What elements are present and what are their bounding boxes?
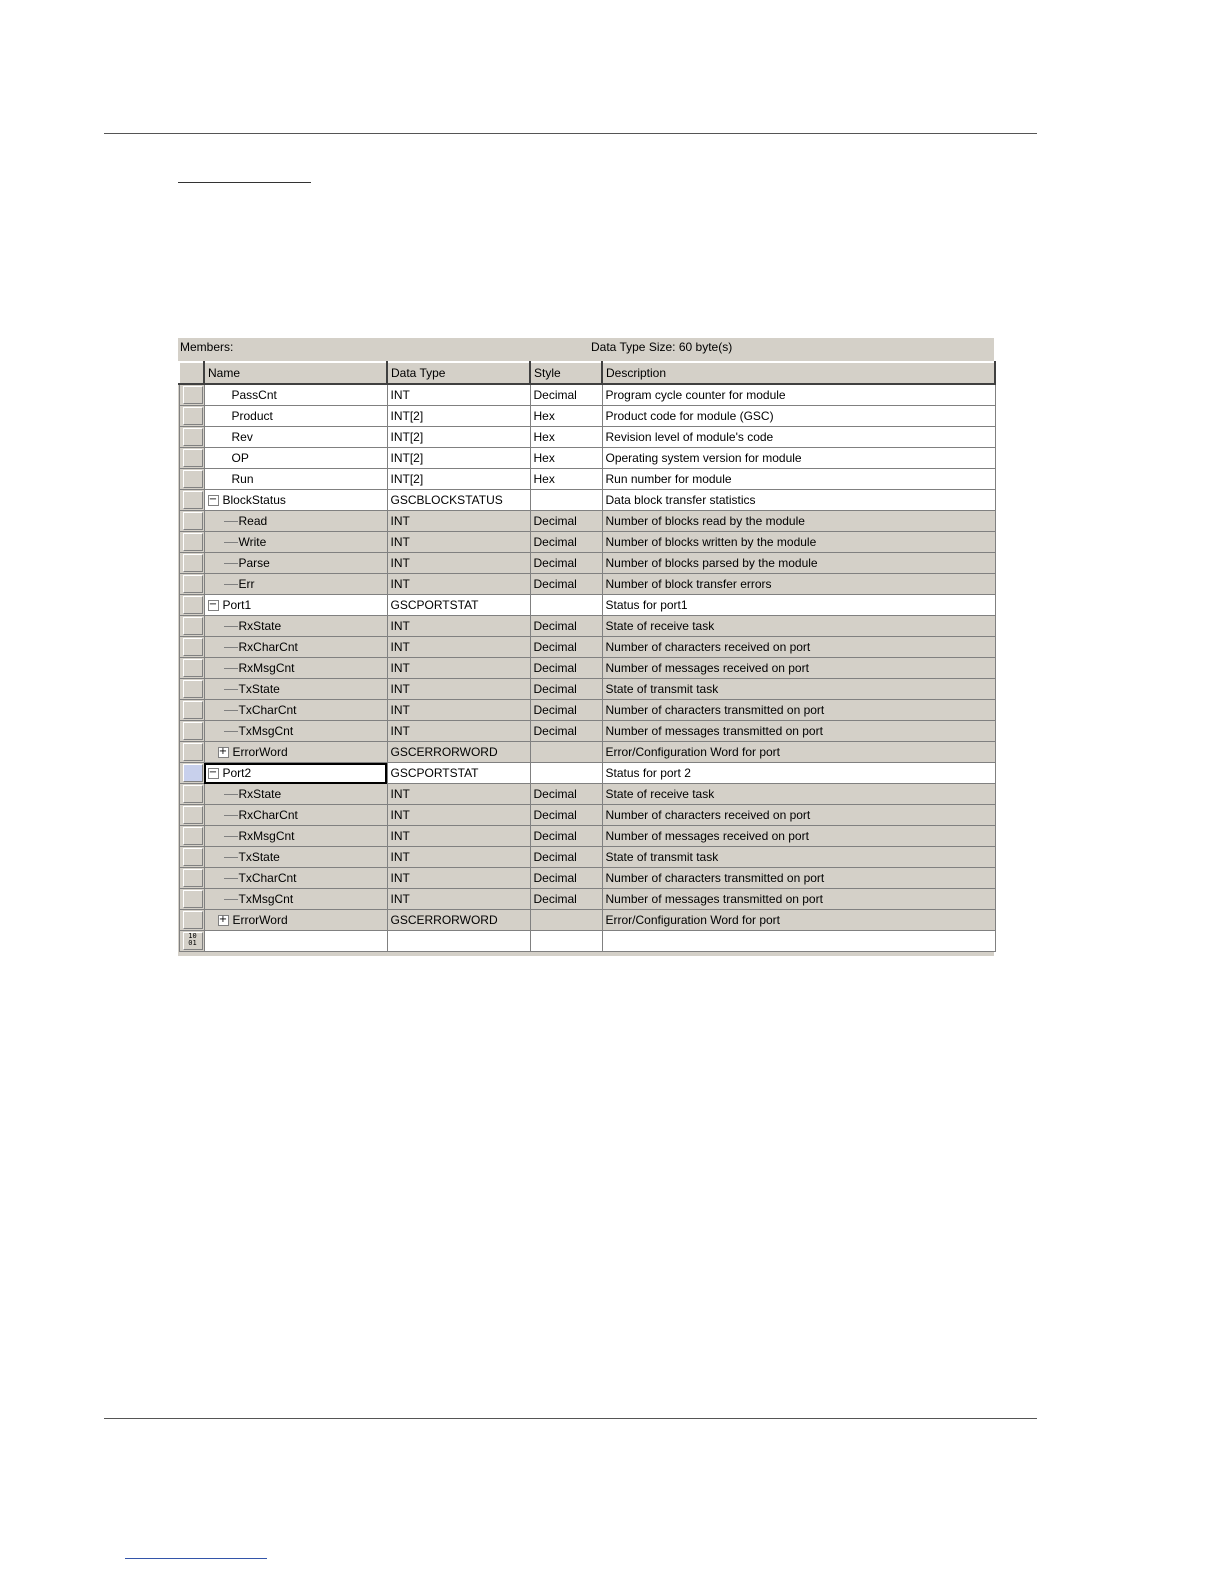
cell-style[interactable]: Hex <box>530 469 602 490</box>
page-top-rule <box>104 133 1037 134</box>
table-row[interactable] <box>179 763 995 784</box>
row-selector[interactable] <box>179 784 204 805</box>
member-name: TxMsgCnt <box>238 724 294 738</box>
member-name: Product <box>231 409 273 423</box>
cell-style[interactable] <box>530 742 602 763</box>
new-member-row[interactable] <box>179 931 995 952</box>
cell-name[interactable] <box>204 448 387 469</box>
cell-name[interactable] <box>204 384 387 406</box>
row-selector[interactable] <box>179 868 204 889</box>
cell-description[interactable]: Number of characters received on port <box>602 805 995 826</box>
member-name: OP <box>231 451 249 465</box>
cell-name[interactable] <box>204 700 387 721</box>
new-row-data-type[interactable] <box>387 931 530 952</box>
table-row[interactable] <box>179 532 995 553</box>
tree-branch-icon <box>224 584 238 585</box>
tree-branch-icon <box>224 857 238 858</box>
collapse-icon[interactable]: − <box>208 599 218 611</box>
table-row[interactable] <box>179 406 995 427</box>
cell-style[interactable]: Hex <box>530 427 602 448</box>
member-name: TxState <box>238 850 280 864</box>
table-row[interactable] <box>179 595 995 616</box>
cell-name[interactable] <box>204 721 387 742</box>
table-row[interactable] <box>179 784 995 805</box>
cell-description[interactable]: Data block transfer statistics <box>602 490 995 511</box>
table-row[interactable] <box>179 469 995 490</box>
row-selector[interactable] <box>179 595 204 616</box>
cell-style[interactable]: Decimal <box>530 889 602 910</box>
cell-description[interactable]: Revision level of module's code <box>602 427 995 448</box>
row-selector[interactable] <box>179 700 204 721</box>
row-selector[interactable] <box>179 490 204 511</box>
tree-branch-icon <box>224 899 238 900</box>
cell-description[interactable]: State of transmit task <box>602 847 995 868</box>
tree-branch-icon <box>224 731 238 732</box>
page-bottom-rule <box>104 1418 1037 1419</box>
row-selector[interactable] <box>179 637 204 658</box>
member-name: Port1 <box>222 598 252 612</box>
cell-name[interactable] <box>204 616 387 637</box>
cell-data-type[interactable]: INT <box>387 637 530 658</box>
tree-branch-icon <box>224 521 238 522</box>
table-row[interactable] <box>179 868 995 889</box>
cell-style[interactable] <box>530 595 602 616</box>
cell-name[interactable] <box>204 742 387 763</box>
cell-style[interactable]: Decimal <box>530 384 602 406</box>
cell-style[interactable] <box>530 763 602 784</box>
member-name: RxMsgCnt <box>238 661 295 675</box>
table-header-row <box>179 362 995 384</box>
cell-style[interactable]: Decimal <box>530 616 602 637</box>
row-selector[interactable] <box>179 553 204 574</box>
cell-description[interactable]: Error/Configuration Word for port <box>602 742 995 763</box>
cell-description[interactable]: State of transmit task <box>602 679 995 700</box>
cell-name[interactable] <box>204 805 387 826</box>
cell-data-type[interactable]: INT <box>387 721 530 742</box>
cell-data-type[interactable]: INT <box>387 384 530 406</box>
cell-data-type[interactable]: INT <box>387 553 530 574</box>
cell-data-type[interactable]: GSCERRORWORD <box>387 910 530 931</box>
cell-style[interactable]: Decimal <box>530 868 602 889</box>
cell-name[interactable] <box>204 637 387 658</box>
row-selector[interactable] <box>179 532 204 553</box>
table-row[interactable] <box>179 658 995 679</box>
cell-data-type[interactable]: INT <box>387 847 530 868</box>
cell-name[interactable] <box>204 406 387 427</box>
cell-style[interactable] <box>530 910 602 931</box>
cell-name[interactable] <box>204 784 387 805</box>
table-row[interactable] <box>179 805 995 826</box>
cell-name[interactable] <box>204 763 387 784</box>
cell-style[interactable]: Decimal <box>530 805 602 826</box>
cell-style[interactable]: Decimal <box>530 847 602 868</box>
cell-description[interactable]: Number of messages received on port <box>602 826 995 847</box>
cell-data-type[interactable]: GSCPORTSTAT <box>387 763 530 784</box>
column-header-description[interactable]: Description <box>602 362 995 384</box>
tree-branch-icon <box>224 815 238 816</box>
cell-data-type[interactable]: INT <box>387 700 530 721</box>
row-selector[interactable] <box>179 427 204 448</box>
member-name: ErrorWord <box>232 745 288 759</box>
cell-name[interactable] <box>204 553 387 574</box>
cell-data-type[interactable]: GSCPORTSTAT <box>387 595 530 616</box>
cell-style[interactable]: Hex <box>530 406 602 427</box>
cell-data-type[interactable]: INT <box>387 658 530 679</box>
member-name: Err <box>238 577 255 591</box>
cell-style[interactable]: Decimal <box>530 637 602 658</box>
cell-description[interactable]: Number of blocks read by the module <box>602 511 995 532</box>
cell-name[interactable] <box>204 847 387 868</box>
cell-description[interactable]: State of receive task <box>602 784 995 805</box>
cell-name[interactable] <box>204 532 387 553</box>
table-row[interactable] <box>179 384 995 406</box>
tree-branch-icon <box>224 668 238 669</box>
row-selector[interactable] <box>179 679 204 700</box>
member-name: RxState <box>238 619 282 633</box>
cell-description[interactable]: Number of blocks written by the module <box>602 532 995 553</box>
cell-description[interactable]: State of receive task <box>602 616 995 637</box>
row-selector[interactable] <box>179 574 204 595</box>
table-row[interactable] <box>179 721 995 742</box>
cell-style[interactable] <box>530 490 602 511</box>
cell-description[interactable]: Number of characters transmitted on port <box>602 868 995 889</box>
cell-description[interactable]: Status for port 2 <box>602 763 995 784</box>
expand-icon[interactable]: + <box>218 746 228 758</box>
cell-name[interactable] <box>204 469 387 490</box>
member-name: RxState <box>238 787 282 801</box>
members-grid-panel <box>178 338 994 956</box>
member-name: Run <box>231 472 254 486</box>
cell-data-type[interactable]: INT <box>387 511 530 532</box>
cell-description[interactable]: Program cycle counter for module <box>602 384 995 406</box>
cell-description[interactable]: Number of messages transmitted on port <box>602 721 995 742</box>
member-name: Read <box>238 514 268 528</box>
table-row[interactable] <box>179 490 995 511</box>
row-selector[interactable] <box>179 658 204 679</box>
table-row[interactable] <box>179 700 995 721</box>
data-type-size <box>591 340 732 354</box>
cell-description[interactable]: Run number for module <box>602 469 995 490</box>
collapse-icon[interactable]: − <box>208 767 218 779</box>
cell-style[interactable]: Decimal <box>530 784 602 805</box>
cell-data-type[interactable]: INT <box>387 868 530 889</box>
header-underline <box>178 182 311 183</box>
cell-style[interactable]: Decimal <box>530 721 602 742</box>
row-selector[interactable] <box>179 805 204 826</box>
cell-description[interactable]: Number of block transfer errors <box>602 574 995 595</box>
tree-branch-icon <box>224 710 238 711</box>
cell-name[interactable] <box>204 427 387 448</box>
member-name: Port2 <box>222 766 252 780</box>
column-header-name[interactable]: Name <box>204 362 387 384</box>
member-name: TxCharCnt <box>238 703 297 717</box>
member-name: RxCharCnt <box>238 640 298 654</box>
cell-data-type[interactable]: INT[2] <box>387 406 530 427</box>
row-selector[interactable] <box>179 469 204 490</box>
cell-name[interactable] <box>204 868 387 889</box>
member-name: RxCharCnt <box>238 808 298 822</box>
data-type-size-label: Data Type Size: <box>591 340 676 354</box>
tree-branch-icon <box>224 878 238 879</box>
row-selector[interactable] <box>179 847 204 868</box>
tree-branch-icon <box>224 836 238 837</box>
cell-name[interactable] <box>204 490 387 511</box>
table-row[interactable] <box>179 742 995 763</box>
cell-data-type[interactable]: GSCBLOCKSTATUS <box>387 490 530 511</box>
cell-name[interactable] <box>204 658 387 679</box>
cell-data-type[interactable]: INT <box>387 784 530 805</box>
expand-icon[interactable]: + <box>218 914 228 926</box>
cell-style[interactable]: Decimal <box>530 700 602 721</box>
cell-description[interactable]: Number of characters received on port <box>602 637 995 658</box>
table-row[interactable] <box>179 616 995 637</box>
cell-name[interactable] <box>204 595 387 616</box>
cell-style[interactable]: Decimal <box>530 532 602 553</box>
cell-description[interactable]: Number of messages received on port <box>602 658 995 679</box>
table-row[interactable] <box>179 574 995 595</box>
footer-link-underline <box>125 1558 267 1559</box>
tree-branch-icon <box>224 794 238 795</box>
tree-branch-icon <box>224 542 238 543</box>
members-bar <box>178 338 994 360</box>
table-row[interactable] <box>179 511 995 532</box>
new-row-name[interactable] <box>204 931 387 952</box>
row-selector[interactable] <box>179 511 204 532</box>
collapse-icon[interactable]: − <box>208 494 218 506</box>
cell-data-type[interactable]: INT <box>387 616 530 637</box>
members-table <box>178 361 996 952</box>
cell-data-type[interactable]: INT <box>387 805 530 826</box>
cell-description[interactable]: Number of blocks parsed by the module <box>602 553 995 574</box>
cell-style[interactable]: Hex <box>530 448 602 469</box>
row-selector[interactable] <box>179 721 204 742</box>
table-row[interactable] <box>179 553 995 574</box>
table-row[interactable] <box>179 847 995 868</box>
column-header-data-type[interactable]: Data Type <box>387 362 530 384</box>
member-name: RxMsgCnt <box>238 829 295 843</box>
cell-data-type[interactable]: INT <box>387 889 530 910</box>
table-row[interactable] <box>179 910 995 931</box>
cell-description[interactable]: Product code for module (GSC) <box>602 406 995 427</box>
cell-data-type[interactable]: INT <box>387 679 530 700</box>
cell-style[interactable]: Decimal <box>530 511 602 532</box>
row-selector[interactable] <box>179 826 204 847</box>
tree-branch-icon <box>224 689 238 690</box>
data-type-size-value: 60 byte(s) <box>678 340 733 354</box>
member-name: Write <box>238 535 267 549</box>
row-selector[interactable] <box>179 889 204 910</box>
tree-branch-icon <box>224 626 238 627</box>
table-row[interactable] <box>179 826 995 847</box>
member-name: ErrorWord <box>232 913 288 927</box>
cell-data-type[interactable]: INT <box>387 826 530 847</box>
row-selector[interactable] <box>179 406 204 427</box>
cell-data-type[interactable]: INT <box>387 574 530 595</box>
members-label: Members: <box>180 340 234 354</box>
table-row[interactable] <box>179 427 995 448</box>
cell-data-type[interactable]: INT[2] <box>387 448 530 469</box>
cell-name[interactable] <box>204 889 387 910</box>
cell-data-type[interactable]: INT[2] <box>387 427 530 448</box>
cell-style[interactable]: Decimal <box>530 574 602 595</box>
header-selector <box>179 362 204 384</box>
member-name: Parse <box>238 556 270 570</box>
row-selector[interactable] <box>179 448 204 469</box>
cell-name[interactable] <box>204 511 387 532</box>
member-name: Rev <box>231 430 253 444</box>
cell-name[interactable] <box>204 679 387 700</box>
row-selector[interactable] <box>179 384 204 406</box>
row-selector[interactable] <box>179 742 204 763</box>
tree-branch-icon <box>224 647 238 648</box>
new-row-selector[interactable] <box>179 931 204 952</box>
cell-name[interactable] <box>204 910 387 931</box>
member-name: TxState <box>238 682 280 696</box>
cell-description[interactable]: Number of messages transmitted on port <box>602 889 995 910</box>
cell-data-type[interactable]: INT <box>387 532 530 553</box>
row-selector[interactable] <box>179 763 204 784</box>
table-row[interactable] <box>179 889 995 910</box>
cell-name[interactable] <box>204 574 387 595</box>
row-selector[interactable] <box>179 910 204 931</box>
cell-description[interactable]: Number of characters transmitted on port <box>602 700 995 721</box>
cell-description[interactable]: Operating system version for module <box>602 448 995 469</box>
new-row-style[interactable] <box>530 931 602 952</box>
cell-description[interactable]: Error/Configuration Word for port <box>602 910 995 931</box>
table-row[interactable] <box>179 448 995 469</box>
cell-name[interactable] <box>204 826 387 847</box>
member-name: BlockStatus <box>222 493 286 507</box>
tree-branch-icon <box>224 563 238 564</box>
cell-style[interactable]: Decimal <box>530 553 602 574</box>
cell-data-type[interactable]: GSCERRORWORD <box>387 742 530 763</box>
table-row[interactable] <box>179 679 995 700</box>
table-row[interactable] <box>179 637 995 658</box>
cell-data-type[interactable]: INT[2] <box>387 469 530 490</box>
cell-style[interactable]: Decimal <box>530 826 602 847</box>
cell-style[interactable]: Decimal <box>530 658 602 679</box>
cell-style[interactable]: Decimal <box>530 679 602 700</box>
new-row-description[interactable] <box>602 931 995 952</box>
member-name: PassCnt <box>231 388 277 402</box>
new-row-icon: 10 01 <box>183 932 203 950</box>
row-selector[interactable] <box>179 616 204 637</box>
member-name: TxMsgCnt <box>238 892 294 906</box>
cell-description[interactable]: Status for port1 <box>602 595 995 616</box>
column-header-style[interactable]: Style <box>530 362 602 384</box>
member-name: TxCharCnt <box>238 871 297 885</box>
